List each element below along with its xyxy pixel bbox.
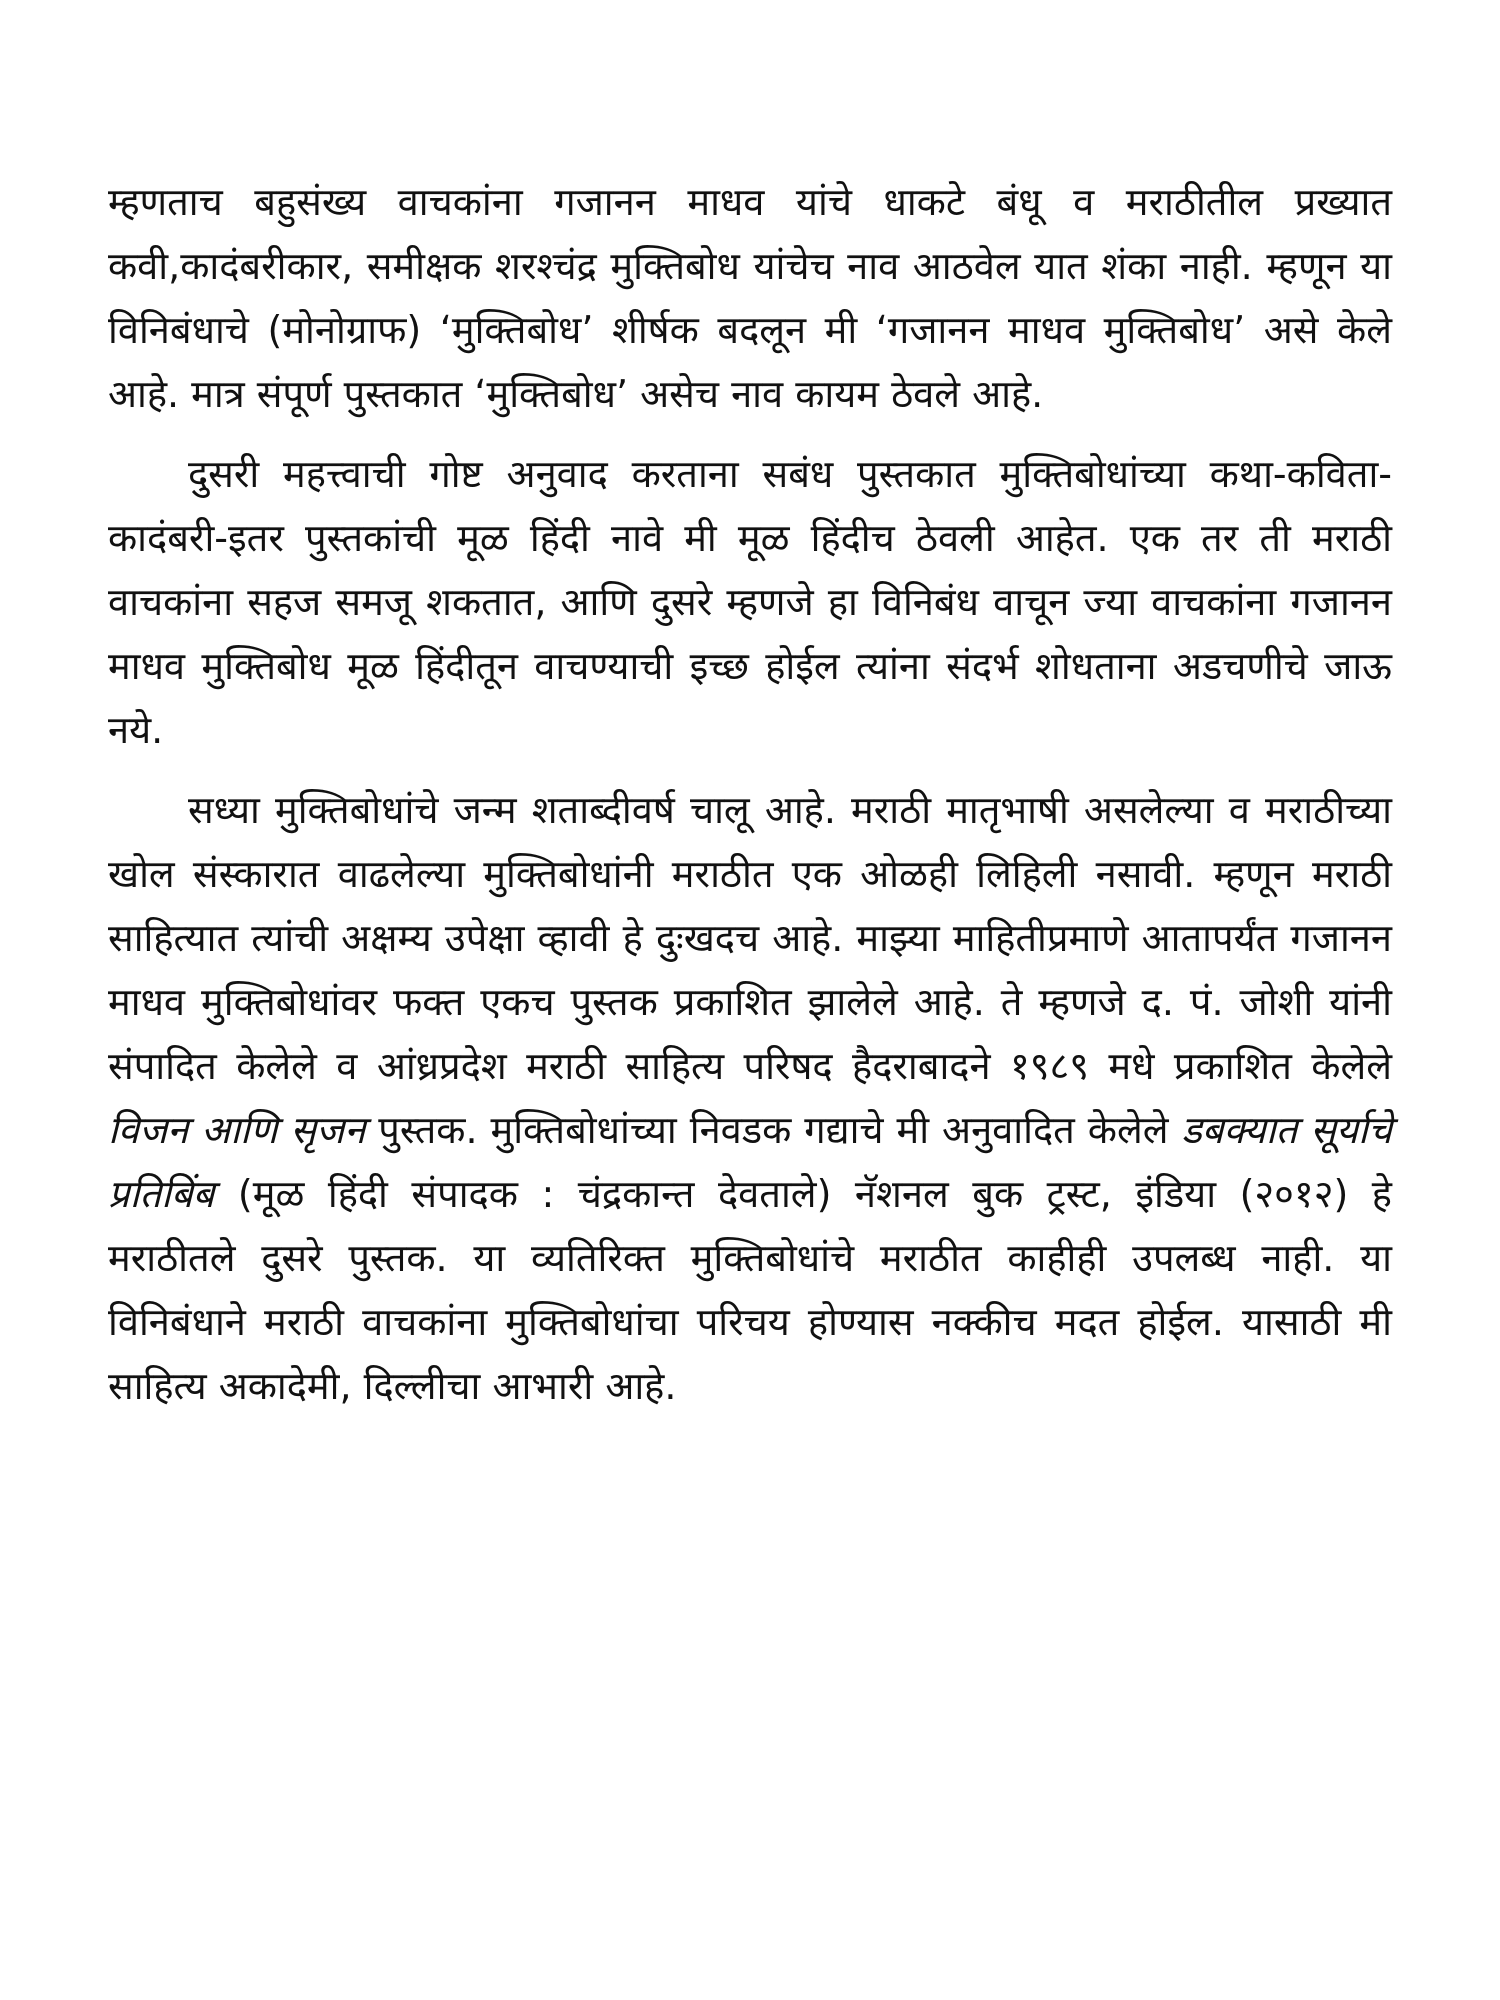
paragraph-3-text-part-1: सध्या मुक्तिबोधांचे जन्म शताब्दीवर्ष चालू आहे. मराठी मातृभाषी असलेल्या व मराठीच्या खोल संस्कारात वाढलेल्या मुक्तिबोधांनी मराठीत एक ओळही लिहिली नसावी. म्हणून मराठी साहित्यात त्यांची अक्षम्य उपेक्षा व्हावी हे दुःखदच आहे. माझ्या माहितीप्रमाणे आतापर्यंत गजानन माधव मुक्तिबोधांवर फक्त एकच पुस्तक प्रकाशित झालेले आहे. ते म्हणजे द. पं. जोशी यांनी संपादित केलेले व आंध्रप्रदेश मराठी साहित्य परिषद हैदराबादने १९८९ मधे प्रकाशित केलेले [108, 788, 1392, 1088]
body-text [108, 170, 1392, 1434]
paragraph-2 [108, 442, 1392, 762]
paragraph-2-text: दुसरी महत्त्वाची गोष्ट अनुवाद करताना सबंध पुस्तकात मुक्तिबोधांच्या कथा-कविता-कादंबरी-इतर पुस्तकांची मूळ हिंदी नावे मी मूळ हिंदीच ठेवली आहेत. एक तर ती मराठी वाचकांना सहज समजू शकतात, आणि दुसरे म्हणजे हा विनिबंध वाचून ज्या वाचकांना गजानन माधव मुक्तिबोध मूळ हिंदीतून वाचण्याची इच्छ होईल त्यांना संदर्भ शोधताना अडचणीचे जाऊ नये. [108, 452, 1392, 752]
book-title-dabakyat-suryache-pratibimb: डबक्यात सूर्याचे प्रतिबिंब [108, 1108, 1392, 1216]
paragraph-3 [108, 778, 1392, 1418]
book-title-vijan-ani-srujan: विजन आणि सृजन [108, 1108, 366, 1152]
paragraph-1-text: म्हणताच बहुसंख्य वाचकांना गजानन माधव यांचे धाकटे बंधू व मराठीतील प्रख्यात कवी,कादंबरीकार, समीक्षक शरश्चंद्र मुक्तिबोध यांचेच नाव आठवेल यात शंका नाही. म्हणून या विनिबंधाचे (मोनोग्राफ) ‘मुक्तिबोध’ शीर्षक बदलून मी ‘गजानन माधव मुक्तिबोध’ असे केले आहे. मात्र संपूर्ण पुस्तकात ‘मुक्तिबोध’ असेच नाव कायम ठेवले आहे. [108, 180, 1392, 416]
paragraph-1 [108, 170, 1392, 426]
paragraph-3-text-part-3: (मूळ हिंदी संपादक : चंद्रकान्त देवताले) नॅशनल बुक ट्रस्ट, इंडिया (२०१२) हे मराठीतले दुसरे पुस्तक. या व्यतिरिक्त मुक्तिबोधांचे मराठीत काहीही उपलब्ध नाही. या विनिबंधाने मराठी वाचकांना मुक्तिबोधांचा परिचय होण्यास नक्कीच मदत होईल. यासाठी मी साहित्य अकादेमी, दिल्लीचा आभारी आहे. [108, 1172, 1392, 1408]
paragraph-3-text-part-2: पुस्तक. मुक्तिबोधांच्या निवडक गद्याचे मी अनुवादित केलेले [365, 1108, 1182, 1152]
